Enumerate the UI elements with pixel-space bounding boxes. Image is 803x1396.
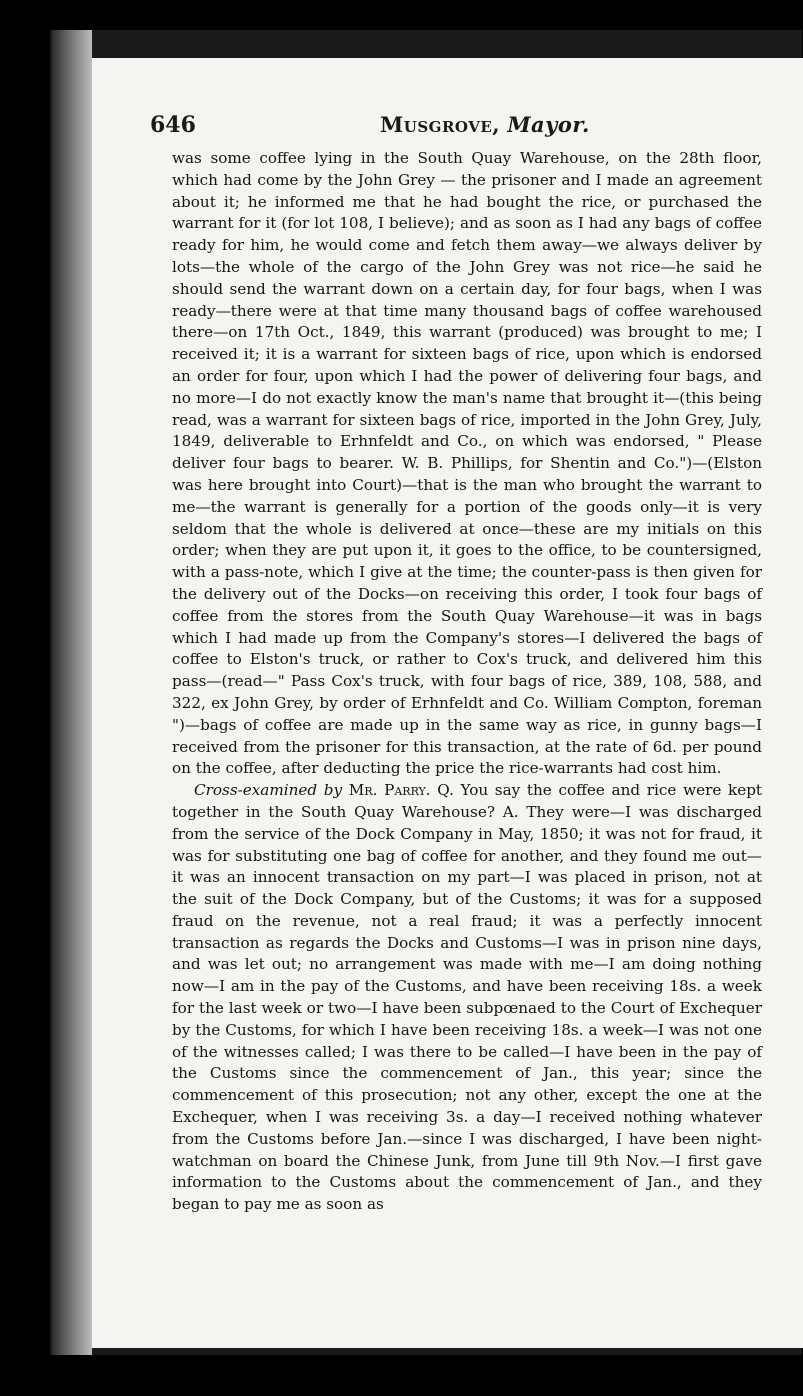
page-number: 646 (150, 112, 196, 138)
book-page-edge (52, 30, 92, 1355)
body-text (172, 148, 762, 1216)
cross-examined-lead: Cross-examined by (194, 781, 343, 800)
paragraph-testimony: was some coffee lying in the South Quay Warehouse, on the 28th floor, which had come by the John Grey — the prisoner and I made an agreement about it; he informed me that he had bought the rice, or purchased the warrant for it (for lot 108, I believe); and as soon as I had any bags of coffee ready for him, he would come and fetch them away—we always deliver by lots—the whole of the cargo of the John Grey was not rice—he said he should send the warrant down on a certain day, for four bags, when I was ready—there were at that time many thousand bags of coffee warehoused there—on 17th Oct., 1849, this warrant (produced) was brought to me; I received it; it is a warrant for sixteen bags of rice, upon which is endorsed an order for four, upon which I had the power of delivering four bags, and no more—I do not exactly know the man's name that brought it—(this being read, was a warrant for sixteen bags of rice, imported in the John Grey, July, 1849, deliverable to Erhnfeldt and Co., on which was endorsed, " Please deliver four bags to bearer. W. B. Phillips, for Shentin and Co.")—(Elston was here brought into Court)—that is the man who brought the warrant to me—the warrant is generally for a portion of the goods only—it is very seldom that the whole is delivered at once—these are my initials on this order; when they are put upon it, it goes to the office, to be countersigned, with a pass-note, which I give at the time; the counter-pass is then given for the delivery out of the Docks—on receiving this order, I took four bags of coffee from the stores from the South Quay Warehouse—it was in bags which I had made up from the Company's stores—I delivered the bags of coffee to Elston's truck, or rather to Cox's truck, and delivered him this pass—(read—" Pass Cox's truck, with four bags of rice, 389, 108, 588, and 322, ex John Grey, by order of Erhnfeldt and Co. William Compton, foreman ")—bags of coffee are made up in the same way as rice, in gunny bags—I received from the prisoner for this transaction, at the rate of 6d. per pound on the coffee, after deducting the price the rice-warrants had cost him. (172, 149, 762, 778)
paragraph-cross-examination (172, 780, 762, 1216)
running-head-name: Musgrove, (380, 112, 501, 137)
counsel-name: Mr. Parry. (348, 781, 431, 800)
page-header (150, 112, 770, 142)
running-head (380, 112, 590, 137)
running-head-title: Mayor. (507, 112, 590, 137)
cross-examination-text: Q. You say the coffee and rice were kept together in the South Quay Warehouse? A. They were—I was discharged from the service of the Dock Company in May, 1850; it was not for fraud, it was for substituting one bag of coffee for another, and they found me out—it was an innocent transaction on my part—I was placed in prison, not at the suit of the Dock Company, but of the Customs; it was for a supposed fraud on the revenue, not a real fraud; it was a perfectly innocent transaction as regards the Docks and Customs—I was in prison nine days, and was let out; no arrangement was made with me—I am doing nothing now—I am in the pay of the Customs, and have been receiving 18s. a week for the last week or two—I have been subpœnaed to the Court of Exchequer by the Customs, for which I have been receiving 18s. a week—I was not one of the witnesses called; I was there to be called—I have been in the pay of the Customs since the commencement of Jan., this year; since the commencement of this prosecution; not any other, except the one at the Exchequer, when I was receiving 3s. a day—I received nothing whatever from the Customs before Jan.—since I was discharged, I have been night-watchman on board the Chinese Junk, from June till 9th Nov.—I first gave information to the Customs about the commencement of Jan., and they began to pay me as soon as (172, 781, 763, 1214)
